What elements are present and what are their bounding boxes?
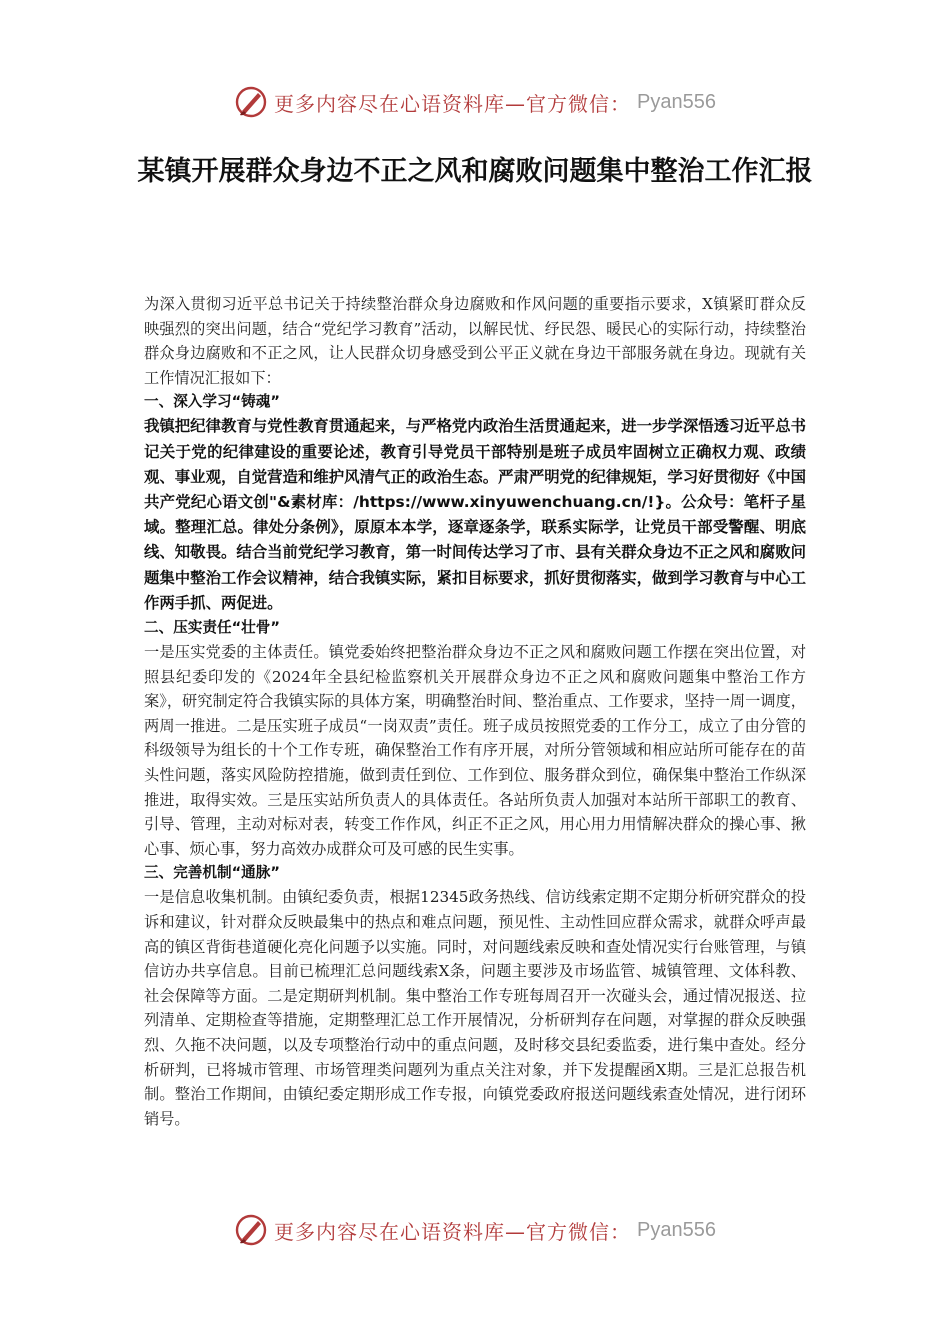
banner-text: 更多内容尽在心语资料库—官方微信： [274, 1219, 632, 1244]
banner-wechat-handle: Pyan556 [637, 1218, 716, 1241]
section-body: 一是信息收集机制。由镇纪委负责，根据12345政务热线、信访线索定期不定期分析研究群众的投诉和建议，针对群众反映最集中的热点和难点问题，预见性、主动性回应群众需求，就群众呼声最高的镇区背街巷道硬化亮化问题予以实施。同时，对问题线索反映和查处情况实行台账管理，与镇信访办共享信息。目前已梳理汇总问题线索X条，问题主要涉及市场监管、城镇管理、文体科教、社会保障等方面。二是定期研判机制。集中整治工作专班每周召开一次碰头会，通过情况报送、拉列清单、定期检查等措施，定期整理汇总工作开展情况，分析研判存在问题，对掌握的群众反映强烈、久拖不决问题，以及专项整治行动中的重点问题，及时移交县纪委监委，进行集中查处。经分析研判，已将城市管理、市场管理类问题列为重点关注对象，并下发提醒函X期。三是汇总报告机制。整治工作期间，由镇纪委定期形成工作专报，向镇党委政府报送问题线索查处情况，进行闭环销号。 [144, 888, 806, 1128]
section-heading: 二、压实责任“壮骨” [144, 619, 280, 636]
section-body: 我镇把纪律教育与党性教育贯通起来，与严格党内政治生活贯通起来，进一步学深悟透习近平总书记关于党的纪律建设的重要论述，教育引导党员干部特别是班子成员牢固树立正确权力观、政绩观、事业观，自觉营造和维护风清气正的政治生态。严肃严明党的纪律规矩，学习好贯彻好《中国共产党纪心语文创"&素材库：/https://www.xinyuwenchuang.cn/!}。公众号：笔杆子星域。整理汇总。律处分条例》，原原本本学，逐章逐条学，联系实际学，让党员干部受警醒、明底线、知敬畏。结合当前党纪学习教育，第一时间传达学习了市、县有关群众身边不正之风和腐败问题集中整治工作会议精神，结合我镇实际，紧扣目标要求，抓好贯彻落实，做到学习教育与中心工作两手抓、两促进。 [144, 417, 806, 612]
document-body [144, 292, 806, 1131]
section-body: 一是压实党委的主体责任。镇党委始终把整治群众身边不正之风和腐败问题工作摆在突出位置，对照县纪委印发的《2024年全县纪检监察机关开展群众身边不正之风和腐败问题集中整治工作方案》，研究制定符合我镇实际的具体方案，明确整治时间、整治重点、工作要求，坚持一周一调度，两周一推进。二是压实班子成员“一岗双责”责任。班子成员按照党委的工作分工，成立了由分管的科级领导为组长的十个工作专班，确保整治工作有序开展，对所分管领域和相应站所可能存在的苗头性问题，落实风险防控措施，做到责任到位、工作到位、服务群众到位，确保集中整治工作纵深推进，取得实效。三是压实站所负责人的具体责任。各站所负责人加强对本站所干部职工的教育、引导、管理，主动对标对表，转变工作作风，纠正不正之风，用心用力用情解决群众的操心事、揪心事、烦心事，努力高效办成群众可及可感的民生实事。 [144, 643, 806, 858]
banner-text: 更多内容尽在心语资料库—官方微信： [274, 91, 632, 116]
section-heading: 三、完善机制“通脉” [144, 864, 280, 882]
footer-banner [0, 1210, 950, 1250]
banner-wechat-handle: Pyan556 [637, 90, 716, 113]
header-banner [0, 82, 950, 122]
brush-logo-icon [234, 85, 268, 119]
brush-logo-icon [234, 1213, 268, 1247]
document-title: 某镇开展群众身边不正之风和腐败问题集中整治工作汇报 [137, 156, 813, 187]
intro-paragraph: 为深入贯彻习近平总书记关于持续整治群众身边腐败和作风问题的重要指示要求，X镇紧盯群众反映强烈的突出问题，结合“党纪学习教育”活动，以解民忧、纾民怨、暖民心的实际行动，持续整治群众身边腐败和不正之风，让人民群众切身感受到公平正义就在身边干部服务就在身边。现就有关工作情况汇报如下： [144, 295, 806, 387]
section-heading: 一、深入学习“铸魂” [144, 393, 280, 411]
